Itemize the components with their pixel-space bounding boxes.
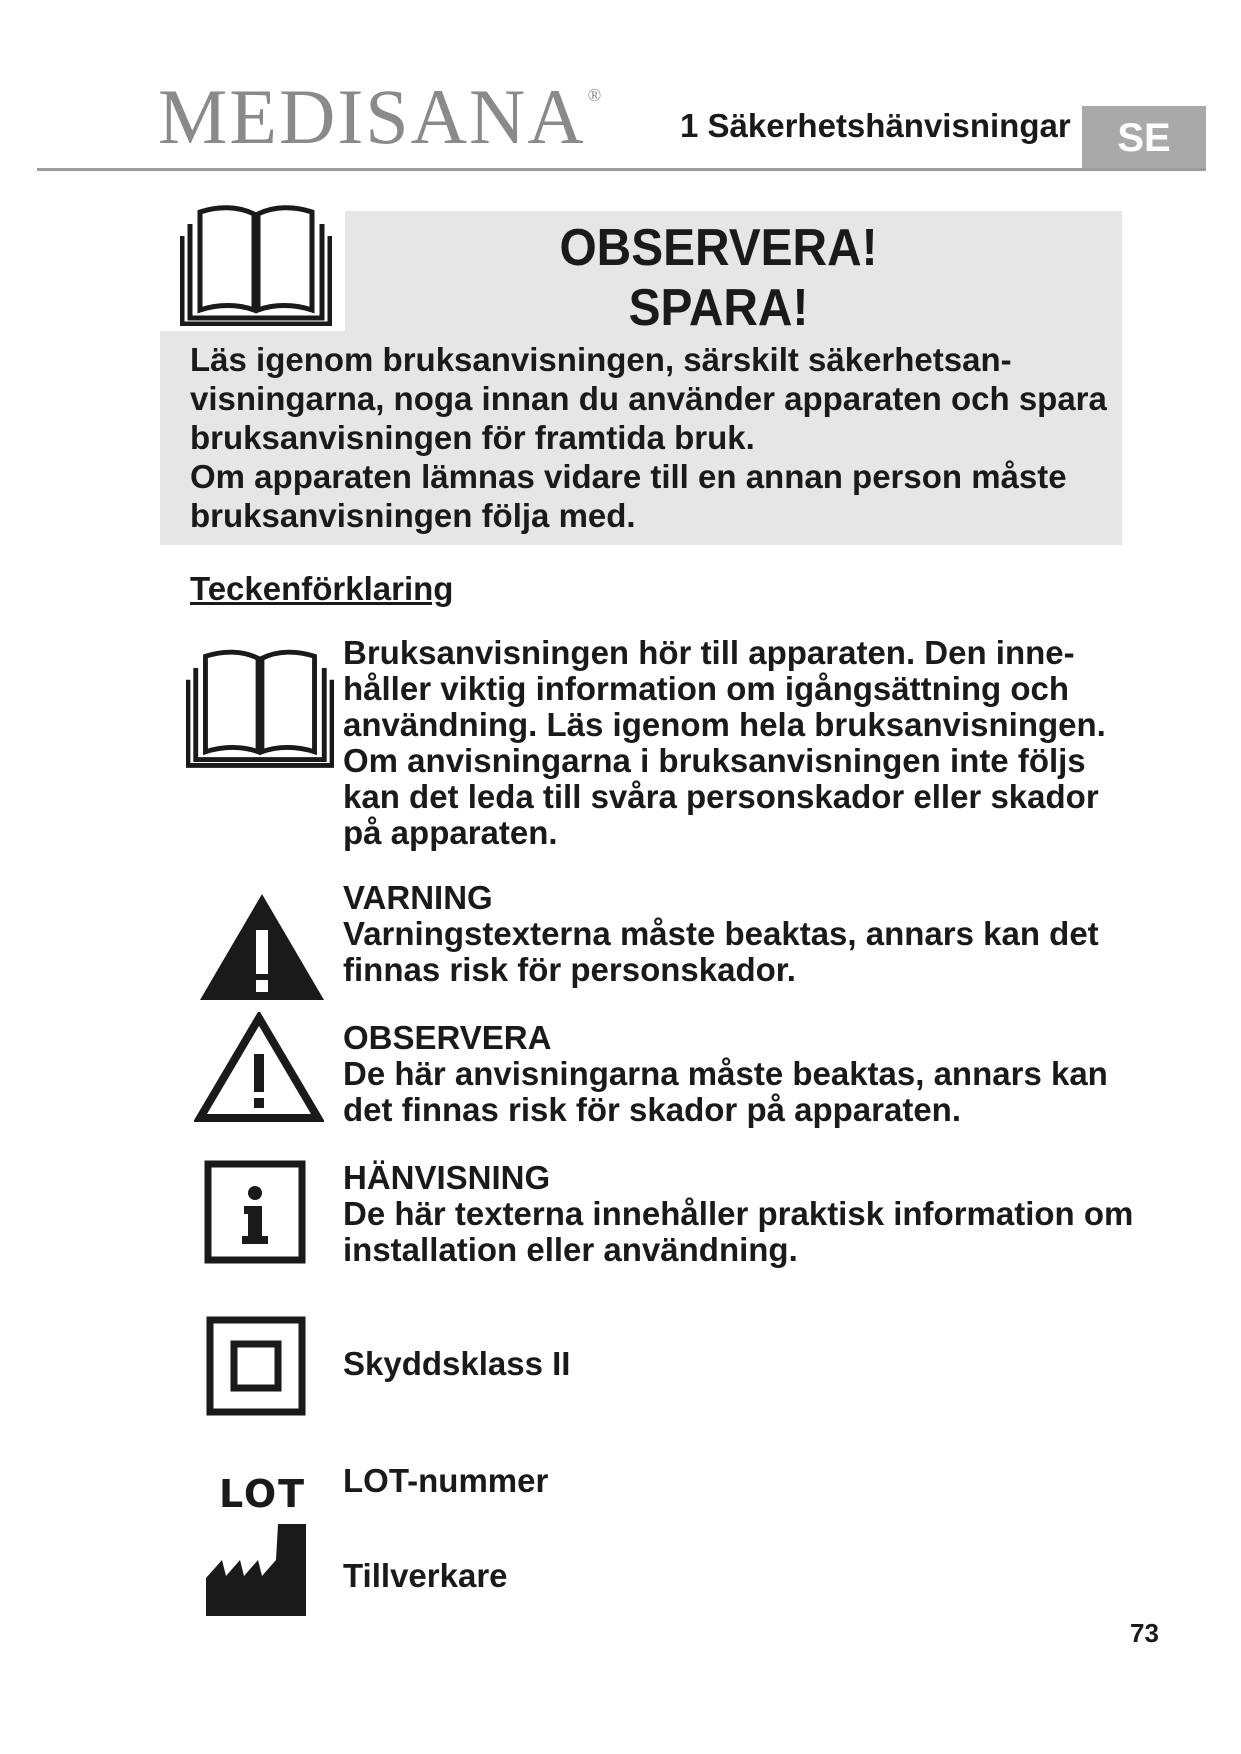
manufacturer-factory-icon bbox=[206, 1524, 306, 1616]
legend-item-warning bbox=[343, 880, 1143, 988]
legend-item-title: VARNING bbox=[343, 879, 493, 916]
notice-heading-line1: OBSERVERA! bbox=[559, 219, 878, 277]
brand-logo bbox=[158, 73, 604, 160]
legend-item-title: HÄNVISNING bbox=[343, 1159, 551, 1196]
registered-mark: ® bbox=[587, 85, 604, 105]
language-badge: SE bbox=[1082, 106, 1206, 170]
legend-item-caution bbox=[343, 1020, 1143, 1128]
protection-class-ii-icon bbox=[206, 1316, 306, 1416]
notice-body bbox=[190, 340, 1120, 535]
open-book-icon bbox=[186, 644, 334, 768]
legend-item-text: De här texterna innehåller praktisk information om installation eller användning. bbox=[343, 1195, 1134, 1268]
open-book-icon bbox=[180, 200, 332, 326]
notice-heading bbox=[375, 218, 1062, 338]
legend-item-lot bbox=[343, 1463, 1143, 1499]
section-title: 1 Säkerhetshänvisningar bbox=[680, 107, 1071, 144]
legend-item-title: OBSERVERA bbox=[343, 1019, 552, 1056]
legend-item-text: Bruksanvisningen hör till apparaten. Den inne-håller viktig information om igångsättning och användning. Läs igenom hela bruksanvisningen. Om anvisningarna i bruksanvisningen inte följs kan det leda till svåra personskador eller skador på apparaten. bbox=[343, 634, 1106, 851]
warning-filled-triangle-icon bbox=[198, 892, 326, 1002]
brand-name: MEDISANA bbox=[158, 73, 586, 160]
header-divider bbox=[37, 168, 1206, 171]
legend-item-manufacturer bbox=[343, 1558, 1143, 1594]
notice-paragraph-2: Om apparaten lämnas vidare till en annan person måste bruksanvisningen följa med. bbox=[190, 458, 1067, 534]
legend-item-text: Skyddsklass II bbox=[343, 1345, 571, 1382]
legend-item-info bbox=[343, 1160, 1143, 1268]
legend-item-text: Tillverkare bbox=[343, 1557, 508, 1594]
lot-icon: LOT bbox=[219, 1472, 307, 1516]
page-number: 73 bbox=[1130, 1618, 1159, 1648]
notice-paragraph-1: Läs igenom bruksanvisningen, särskilt säkerhetsan-visningarna, noga innan du använder apparaten och spara bruksanvisningen för framtida bruk. bbox=[190, 341, 1107, 456]
legend-item-protection-class bbox=[343, 1346, 1143, 1382]
legend-heading: Teckenförklaring bbox=[190, 570, 454, 607]
legend-item-text: LOT-nummer bbox=[343, 1462, 549, 1499]
legend-item-book bbox=[343, 635, 1143, 851]
legend-item-text: Varningstexterna måste beaktas, annars kan det finnas risk för personskador. bbox=[343, 915, 1099, 988]
caution-outline-triangle-icon bbox=[194, 1012, 324, 1124]
notice-heading-line2: SPARA! bbox=[628, 279, 809, 337]
info-box-icon bbox=[204, 1160, 306, 1264]
legend-item-text: De här anvisningarna måste beaktas, annars kan det finnas risk för skador på apparaten. bbox=[343, 1055, 1108, 1128]
